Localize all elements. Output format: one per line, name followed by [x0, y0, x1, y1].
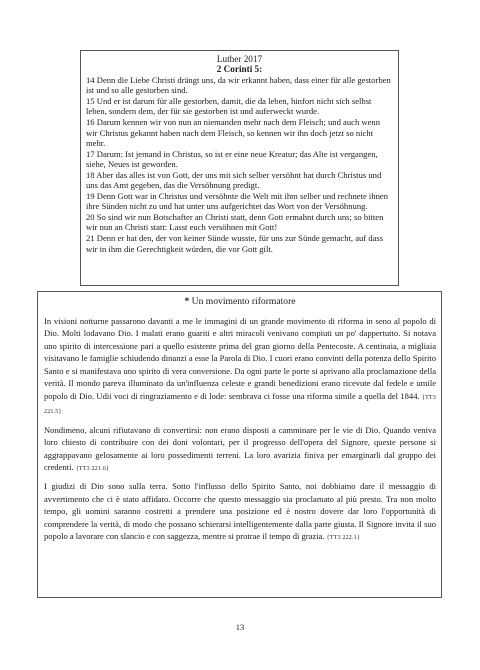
verse-16: 16 Darum kennen wir von nun an niemanden mehr nach dem Fleisch; und auch wenn wir Christus gekannt haben nach dem Fleisch, so kennen wir ihn doch jetzt so nicht mehr.	[86, 117, 381, 149]
verse-18: 18 Aber das alles ist von Gott, der uns mit sich selber versöhnt hat durch Christus und uns das Amt gegeben, das die Versöhnung predigt.	[86, 169, 382, 191]
verse-14: 14 Denn die Liebe Christi drängt uns, da wir erkannt haben, dass einer für alle gestorben ist und so alle gestorben sind.	[86, 74, 391, 96]
article-heading	[44, 295, 436, 308]
verse-19: 19 Denn Gott war in Christus und versöhnte die Welt mit ihm selber und rechnete ihnen ihre Sünden nicht zu und hat unter uns aufgerichtet das Wort von der Versöhnung.	[86, 190, 389, 212]
paragraph-reference: {TT3 221.5}	[44, 394, 436, 416]
paragraph-text: I giudizi di Dio sono sulla terra. Sotto l'influsso dello Spirito Santo, noi dobbiamo dare il messaggio di avvertimento che ci è stato affidato. Occorre che questo messaggio sia proclamato al più presto. Tra non molto tempo, gli uomini saranno costretti a prendere una posizione ed è nostro dovere dar loro l'opportunità di comprendere la verità, di modo che possano schierarsi intelligentemente dalla parte giusta. Il Signore invita il suo popolo a lavorare con slancio e con saggezza, mentre si protrae il tempo di grazia.	[44, 481, 436, 542]
bible-version-title: Luther 2017	[216, 54, 263, 64]
article-box	[37, 291, 442, 598]
bible-verse-box	[80, 50, 399, 286]
verse-15: 15 Und er ist darum für alle gestorben, damit, die da leben, hinfort nicht sich selbst leben, sondern dem, der für sie gestorben ist und auferweckt wurde.	[86, 95, 372, 117]
bible-passage-reference: 2 Corinti 5:	[216, 64, 263, 75]
page-number: 13	[235, 622, 245, 632]
star-marker: *	[184, 296, 190, 307]
article-paragraph-1	[44, 315, 436, 419]
paragraph-reference: {TT3 222.1}	[326, 535, 360, 542]
paragraph-reference: {TT3 221.6}	[75, 465, 110, 472]
article-paragraph-2	[44, 424, 436, 476]
paragraph-text: Nondimeno, alcuni rifiutavano di convertirsi: non erano disposti a camminare per le vie di Dio. Quando veniva loro chiesto di contribuire con dei doni volontari, per il progresso dell'opera del Signore, queste persone si aggrappavano gelosamente ai loro possedimenti terreni. La loro avarizia finiva per emarginarli dal gruppo dei credenti.	[44, 424, 436, 472]
article-paragraph-3	[44, 480, 436, 544]
verse-20: 20 So sind wir nun Botschafter an Christi statt, denn Gott ermahnt durch uns; so bitten wir nun an Christi statt: Lasst euch versöhnen mit Gott!	[86, 211, 384, 233]
verse-21: 21 Denn er hat den, der von keiner Sünde wusste, für uns zur Sünde gemacht, auf dass wir in ihm die Gerechtigkeit würden, die vor Gott gilt.	[86, 233, 384, 254]
paragraph-text: In visioni notturne passarono davanti a me le immagini di un grande movimento di riforma in seno al popolo di Dio. Molti lodavano Dio. I malati erano guariti e altri miracoli venivano compiuti un po' dappertutto. Si notava uno spirito di intercessione pari a quello esistente prima del gran giorno della Pentecoste. A centinaia, a migliaia visitavano le famiglie schiudendo dinanzi a esse la Parola di Dio. I cuori erano convinti della potenza dello Spirito Santo e si manifestava uno spirito di vera conversione. Da ogni parte le porte si aprivano alla proclamazione della verità. Il mondo pareva illuminato da un'influenza celeste e grandi benedizioni erano ricevute dal fedele e umile popolo di Dio. Udii voci di ringraziamento e di lode: sembrava ci fosse una riforma simile a quella del 1844.	[44, 316, 436, 401]
article-title: Un movimento riformatore	[191, 296, 296, 307]
verse-17: 17 Darum: Ist jemand in Christus, so ist er eine neue Kreatur; das Alte ist vergangen, siehe, Neues ist geworden.	[86, 148, 378, 170]
